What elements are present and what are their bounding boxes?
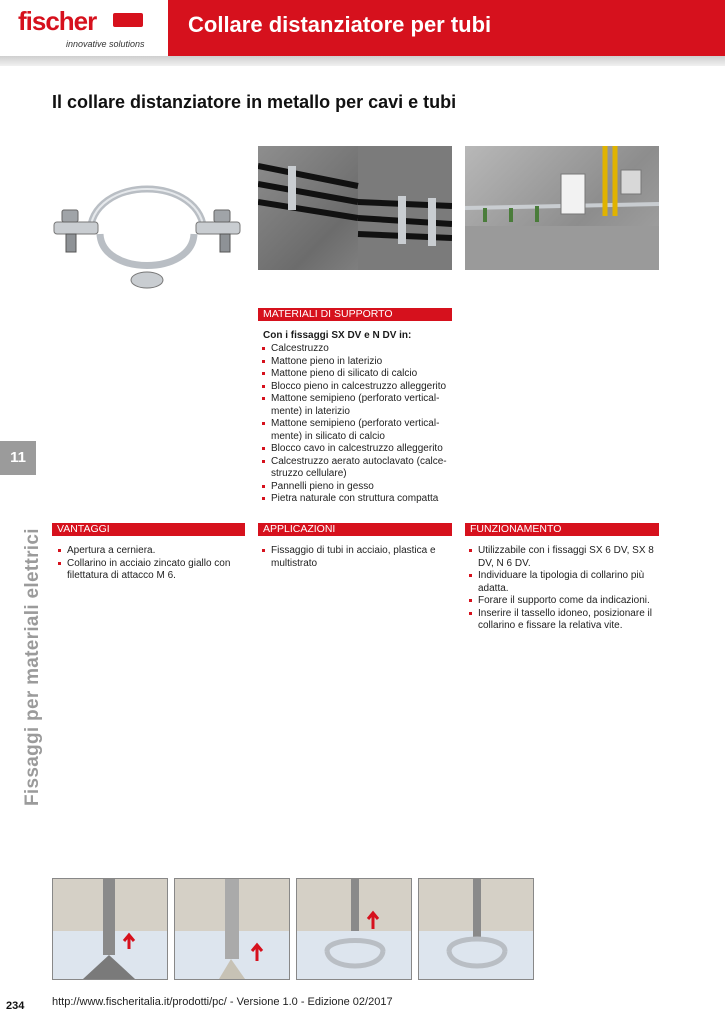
list-item: Individuare la tipologia di collarino più adatta. <box>467 570 662 595</box>
supporto-intro: Con i fissaggi SX DV e N DV in: <box>263 330 412 341</box>
list-item: Blocco cavo in calcestruzzo alleggerito <box>260 443 455 456</box>
page-number: 234 <box>6 1000 25 1012</box>
section-heading: Il collare distanziatore in metallo per cavi e tubi <box>52 92 457 112</box>
list-item: Inserire il tassello idoneo, posizionare il collarino e fissare la relativa vite. <box>467 608 662 633</box>
page-title: Collare distanziatore per tubi <box>188 12 492 37</box>
step-fix-screw-illustration <box>418 878 534 980</box>
installation-photo-cables <box>258 146 452 270</box>
brand-tagline: innovative solutions <box>66 39 145 49</box>
vantaggi-label: VANTAGGI <box>52 523 245 536</box>
installation-photo-gas-pipes <box>465 146 659 270</box>
list-item: Mattone pieno in laterizio <box>260 356 455 369</box>
funzionamento-label: FUNZIONAMENTO <box>465 523 659 536</box>
footer-url[interactable]: http://www.fischeritalia.it/prodotti/pc/ - Versione 1.0 - Edizione 02/2017 <box>52 996 393 1008</box>
list-item: Mattone semipieno (perforato vertical-mente) in silicato di calcio <box>260 418 455 443</box>
list-item: Blocco pieno in calcestruzzo alleggerito <box>260 381 455 394</box>
list-item: Calcestruzzo <box>260 343 455 356</box>
step-position-clamp-illustration <box>296 878 412 980</box>
list-item: Calcestruzzo aerato autoclavato (calce-struzzo cellulare) <box>260 456 455 481</box>
applicazioni-label: APPLICAZIONI <box>258 523 452 536</box>
list-item: Pannelli pieno in gesso <box>260 481 455 494</box>
brand-name: fischer <box>18 6 97 36</box>
page-header <box>0 0 725 56</box>
chapter-tab: 11 <box>0 441 36 475</box>
step-insert-anchor-illustration <box>174 878 290 980</box>
applicazioni-list <box>260 545 455 570</box>
list-item: Apertura a cerniera. <box>56 545 246 558</box>
list-item: Collarino in acciaio zincato giallo con filettatura di attacco M 6. <box>56 558 246 583</box>
supporto-label: MATERIALI DI SUPPORTO <box>258 308 452 321</box>
list-item: Forare il supporto come da indicazioni. <box>467 595 662 608</box>
list-item: Mattone pieno di silicato di calcio <box>260 368 455 381</box>
list-item: Fissaggio di tubi in acciaio, plastica e multistrato <box>260 545 455 570</box>
header-bar <box>168 0 725 56</box>
step-drill-illustration <box>52 878 168 980</box>
fischer-logo <box>0 0 168 56</box>
list-item: Mattone semipieno (perforato vertical-mente) in laterizio <box>260 393 455 418</box>
list-item: Pietra naturale con struttura compatta <box>260 493 455 506</box>
funzionamento-list <box>467 545 662 633</box>
pipe-clamp-image <box>50 168 244 294</box>
header-divider <box>0 56 725 66</box>
vantaggi-list <box>56 545 246 583</box>
brand-mark-icon <box>113 13 143 27</box>
chapter-title: Fissaggi per materiali elettrici <box>22 528 43 806</box>
list-item: Utilizzabile con i fissaggi SX 6 DV, SX 8 DV, N 6 DV. <box>467 545 662 570</box>
supporto-list <box>260 343 455 506</box>
